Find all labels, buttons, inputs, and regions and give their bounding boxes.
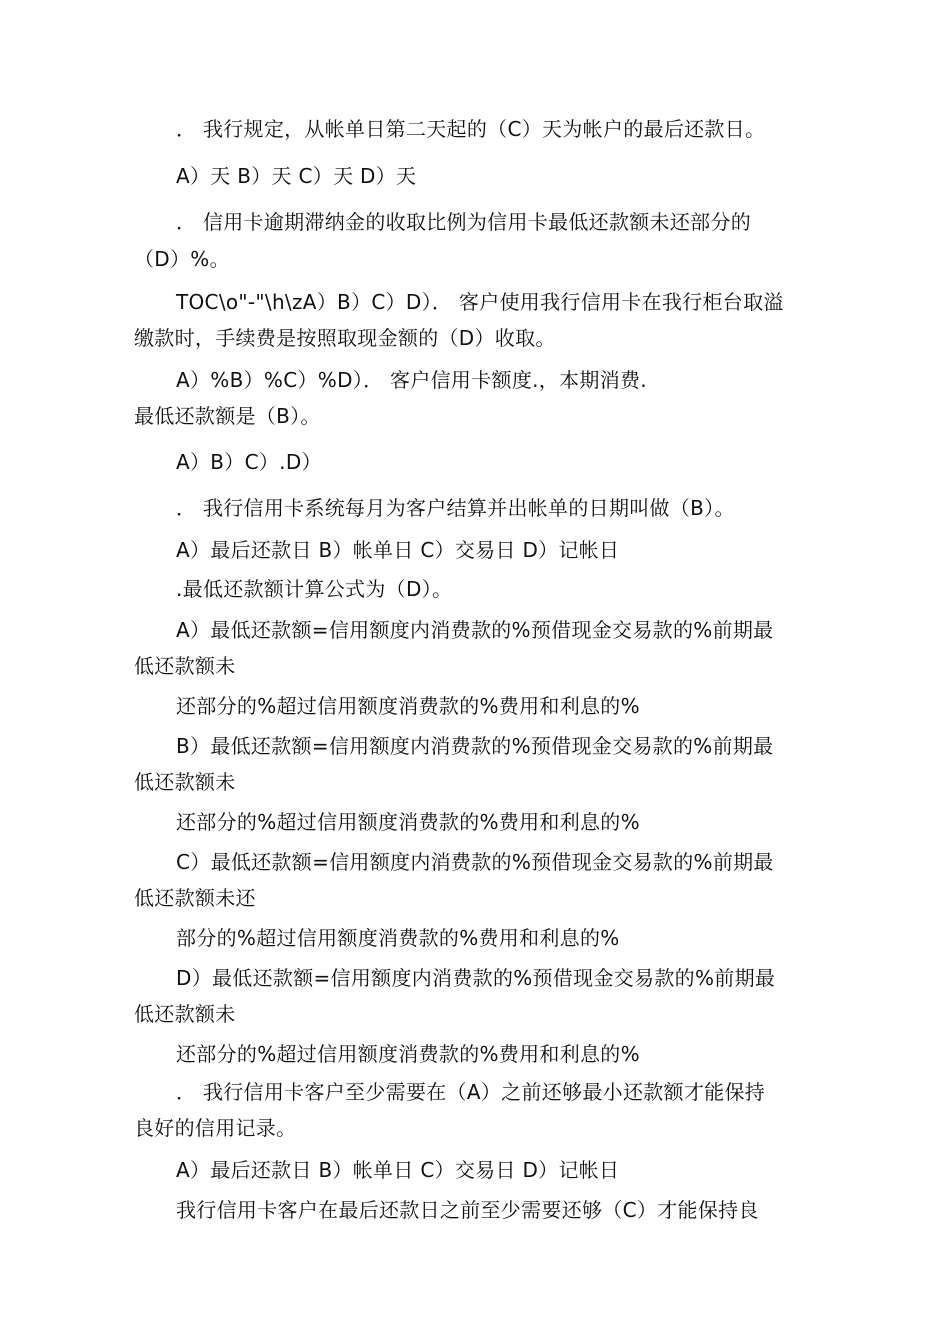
option-b-line-3: 还部分的%超过信用额度消费款的%费用和利息的% (176, 810, 640, 834)
option-d-line-3: 还部分的%超过信用额度消费款的%费用和利息的% (176, 1042, 640, 1066)
question-3-text-cont: 缴款时，手续费是按照取现金额的（D）收取。 (134, 326, 556, 350)
question-4-text: A）%B）%C）%D）． 客户信用卡额度.，本期消费. (176, 368, 647, 392)
option-b-line-2: 低还款额未 (134, 770, 236, 794)
question-8-text: 我行信用卡客户在最后还款日之前至少需要还够（C）才能保持良 (176, 1198, 759, 1222)
question-3-text: TOC\o"-"\h\zA）B）C）D）． 客户使用我行信用卡在我行柜台取溢 (176, 290, 784, 314)
question-6-text: .最低还款额计算公式为（D）。 (176, 577, 453, 601)
question-5-text: ． 我行信用卡系统每月为客户结算并出帐单的日期叫做（B）。 (176, 496, 735, 520)
question-2-text-cont: （D）%。 (134, 247, 230, 271)
question-5-options: A）最后还款日 B）帐单日 C）交易日 D）记帐日 (176, 538, 620, 562)
option-c-line-1: C）最低还款额=信用额度内消费款的%预借现金交易款的%前期最 (176, 850, 774, 874)
option-a-line-2: 低还款额未 (134, 654, 236, 678)
question-4-options: A）B）C）.D） (176, 450, 322, 474)
question-1-options: A）天 B）天 C）天 D）天 (176, 164, 417, 188)
question-7-options: A）最后还款日 B）帐单日 C）交易日 D）记帐日 (176, 1158, 620, 1182)
option-c-line-2: 低还款额未还 (134, 886, 256, 910)
option-a-line-3: 还部分的%超过信用额度消费款的%费用和利息的% (176, 694, 640, 718)
question-7-text: ． 我行信用卡客户至少需要在（A）之前还够最小还款额才能保持 (176, 1080, 766, 1104)
option-a-line-1: A）最低还款额=信用额度内消费款的%预借现金交易款的%前期最 (176, 618, 774, 642)
option-d-line-2: 低还款额未 (134, 1002, 236, 1026)
option-b-line-1: B）最低还款额=信用额度内消费款的%预借现金交易款的%前期最 (176, 734, 774, 758)
option-d-line-1: D）最低还款额=信用额度内消费款的%预借现金交易款的%前期最 (176, 966, 776, 990)
question-7-text-cont: 良好的信用记录。 (134, 1116, 297, 1140)
question-1-text: ． 我行规定，从帐单日第二天起的（C）天为帐户的最后还款日。 (176, 117, 766, 141)
question-2-text: ． 信用卡逾期滞纳金的收取比例为信用卡最低还款额未还部分的 (176, 210, 752, 234)
option-c-line-3: 部分的%超过信用额度消费款的%费用和利息的% (176, 926, 620, 950)
question-4-text-cont: 最低还款额是（B）。 (134, 404, 321, 428)
